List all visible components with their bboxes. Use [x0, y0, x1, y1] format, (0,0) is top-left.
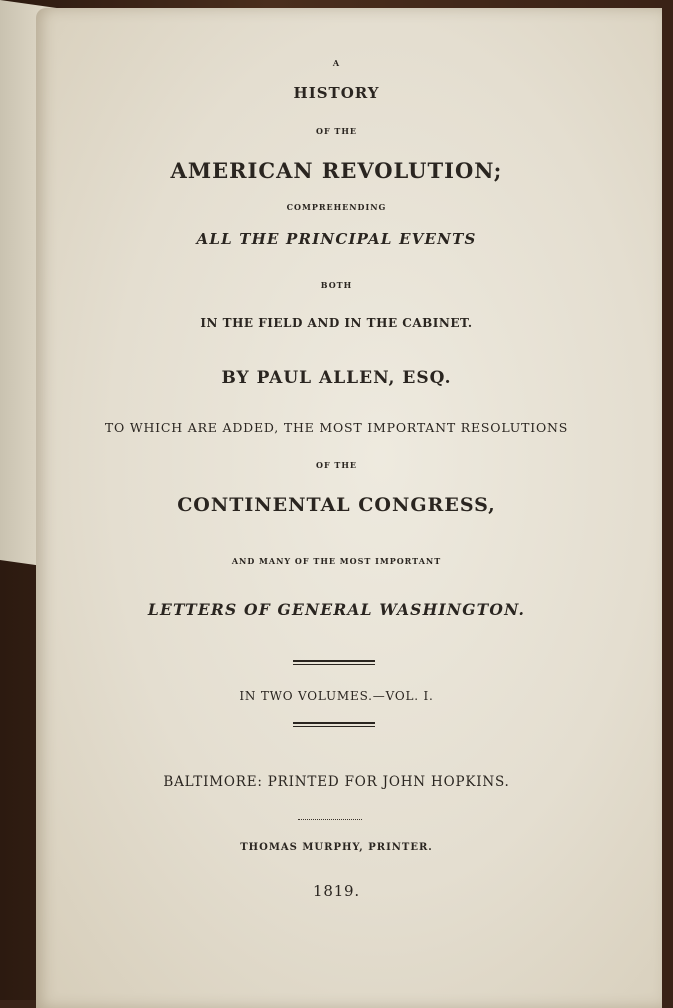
washington-letters-line: LETTERS OF GENERAL WASHINGTON. — [147, 600, 526, 619]
dotted-rule — [298, 819, 362, 820]
of-the-line-2: OF THE — [315, 460, 358, 470]
field-cabinet-line: IN THE FIELD AND IN THE CABINET. — [200, 316, 473, 330]
of-the-line-1: OF THE — [315, 126, 358, 136]
comprehending-line: COMPREHENDING — [286, 202, 387, 212]
main-title: AMERICAN REVOLUTION; — [170, 158, 503, 183]
year-line: 1819. — [313, 882, 360, 900]
double-rule-bottom — [293, 722, 375, 727]
printer-line: THOMAS MURPHY, PRINTER. — [240, 842, 433, 853]
author-line: BY PAUL ALLEN, ESQ. — [221, 368, 452, 388]
article-a: A — [332, 58, 341, 68]
resolutions-line: TO WHICH ARE ADDED, THE MOST IMPORTANT RESOLUTIONS — [104, 420, 569, 435]
volumes-line: IN TWO VOLUMES.—VOL. I. — [239, 689, 434, 703]
history-heading: HISTORY — [293, 84, 380, 102]
both-line: BOTH — [320, 280, 353, 290]
most-important-line: AND MANY OF THE MOST IMPORTANT — [231, 556, 442, 566]
double-rule-top — [293, 660, 375, 665]
principal-events-line: ALL THE PRINCIPAL EVENTS — [196, 230, 477, 248]
congress-heading: CONTINENTAL CONGRESS, — [177, 494, 496, 516]
publisher-line: BALTIMORE: PRINTED FOR JOHN HOPKINS. — [163, 774, 510, 790]
